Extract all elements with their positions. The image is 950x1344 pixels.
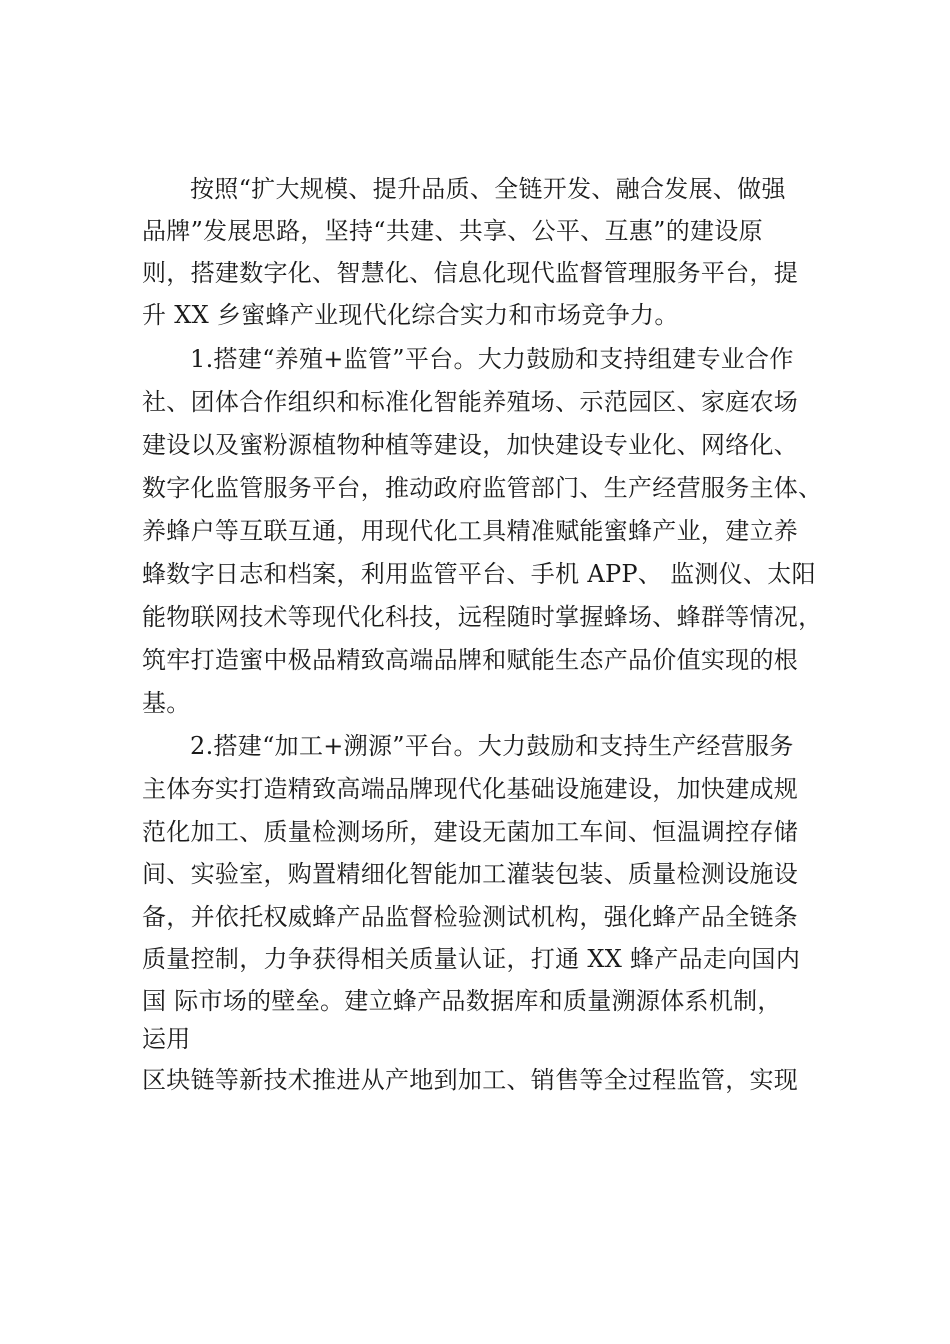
section-1-line-2: 社、团体合作组织和标准化智能养殖场、示范园区、家庭农场	[142, 388, 799, 416]
section-2-line-6: 质量控制，力争获得相关质量认证，打通 XX 蜂产品走向国内	[142, 945, 801, 973]
section-2-line-8: 运用	[142, 1025, 191, 1053]
section-2-line-1: 2.搭建“加工+溯源”平台。大力鼓励和支持生产经营服务	[190, 732, 794, 760]
section-1-line-5: 养蜂户等互联互通，用现代化工具精准赋能蜜蜂产业，建立养	[142, 517, 799, 545]
section-1-line-8: 筑牢打造蜜中极品精致高端品牌和赋能生态产品价值实现的根	[142, 646, 799, 674]
section-2-line-4: 间、实验室，购置精细化智能加工灌装包装、质量检测设施设	[142, 860, 799, 888]
section-1-line-1: 1.搭建“养殖+监管”平台。大力鼓励和支持组建专业合作	[190, 345, 794, 373]
section-2-line-2: 主体夯实打造精致高端品牌现代化基础设施建设，加快建成规	[142, 775, 799, 803]
section-1-line-7: 能物联网技术等现代化科技，远程随时掌握蜂场、蜂群等情况，	[142, 603, 823, 631]
intro-line-4: 升 XX 乡蜜蜂产业现代化综合实力和市场竞争力。	[142, 301, 679, 329]
section-2-line-5: 备，并依托权威蜂产品监督检验测试机构，强化蜂产品全链条	[142, 903, 799, 931]
section-1-line-9: 基。	[142, 689, 191, 717]
section-2-line-3: 范化加工、质量检测场所，建设无菌加工车间、恒温调控存储	[142, 818, 799, 846]
intro-line-2: 品牌”发展思路，坚持“共建、共享、公平、互惠”的建设原	[142, 217, 763, 245]
section-2-line-7: 国 际市场的壁垒。建立蜂产品数据库和质量溯源体系机制，	[142, 987, 782, 1015]
section-1-line-4: 数字化监管服务平台，推动政府监管部门、生产经营服务主体、	[142, 474, 823, 502]
intro-line-1: 按照“扩大规模、提升品质、全链开发、融合发展、做强	[190, 175, 786, 203]
intro-line-3: 则，搭建数字化、智慧化、信息化现代监督管理服务平台，提	[142, 259, 799, 287]
section-1-line-3: 建设以及蜜粉源植物种植等建设，加快建设专业化、网络化、	[142, 431, 799, 459]
section-2-line-9: 区块链等新技术推进从产地到加工、销售等全过程监管，实现	[142, 1066, 799, 1094]
section-1-line-6: 蜂数字日志和档案，利用监管平台、手机 APP、 监测仪、太阳	[142, 560, 816, 588]
